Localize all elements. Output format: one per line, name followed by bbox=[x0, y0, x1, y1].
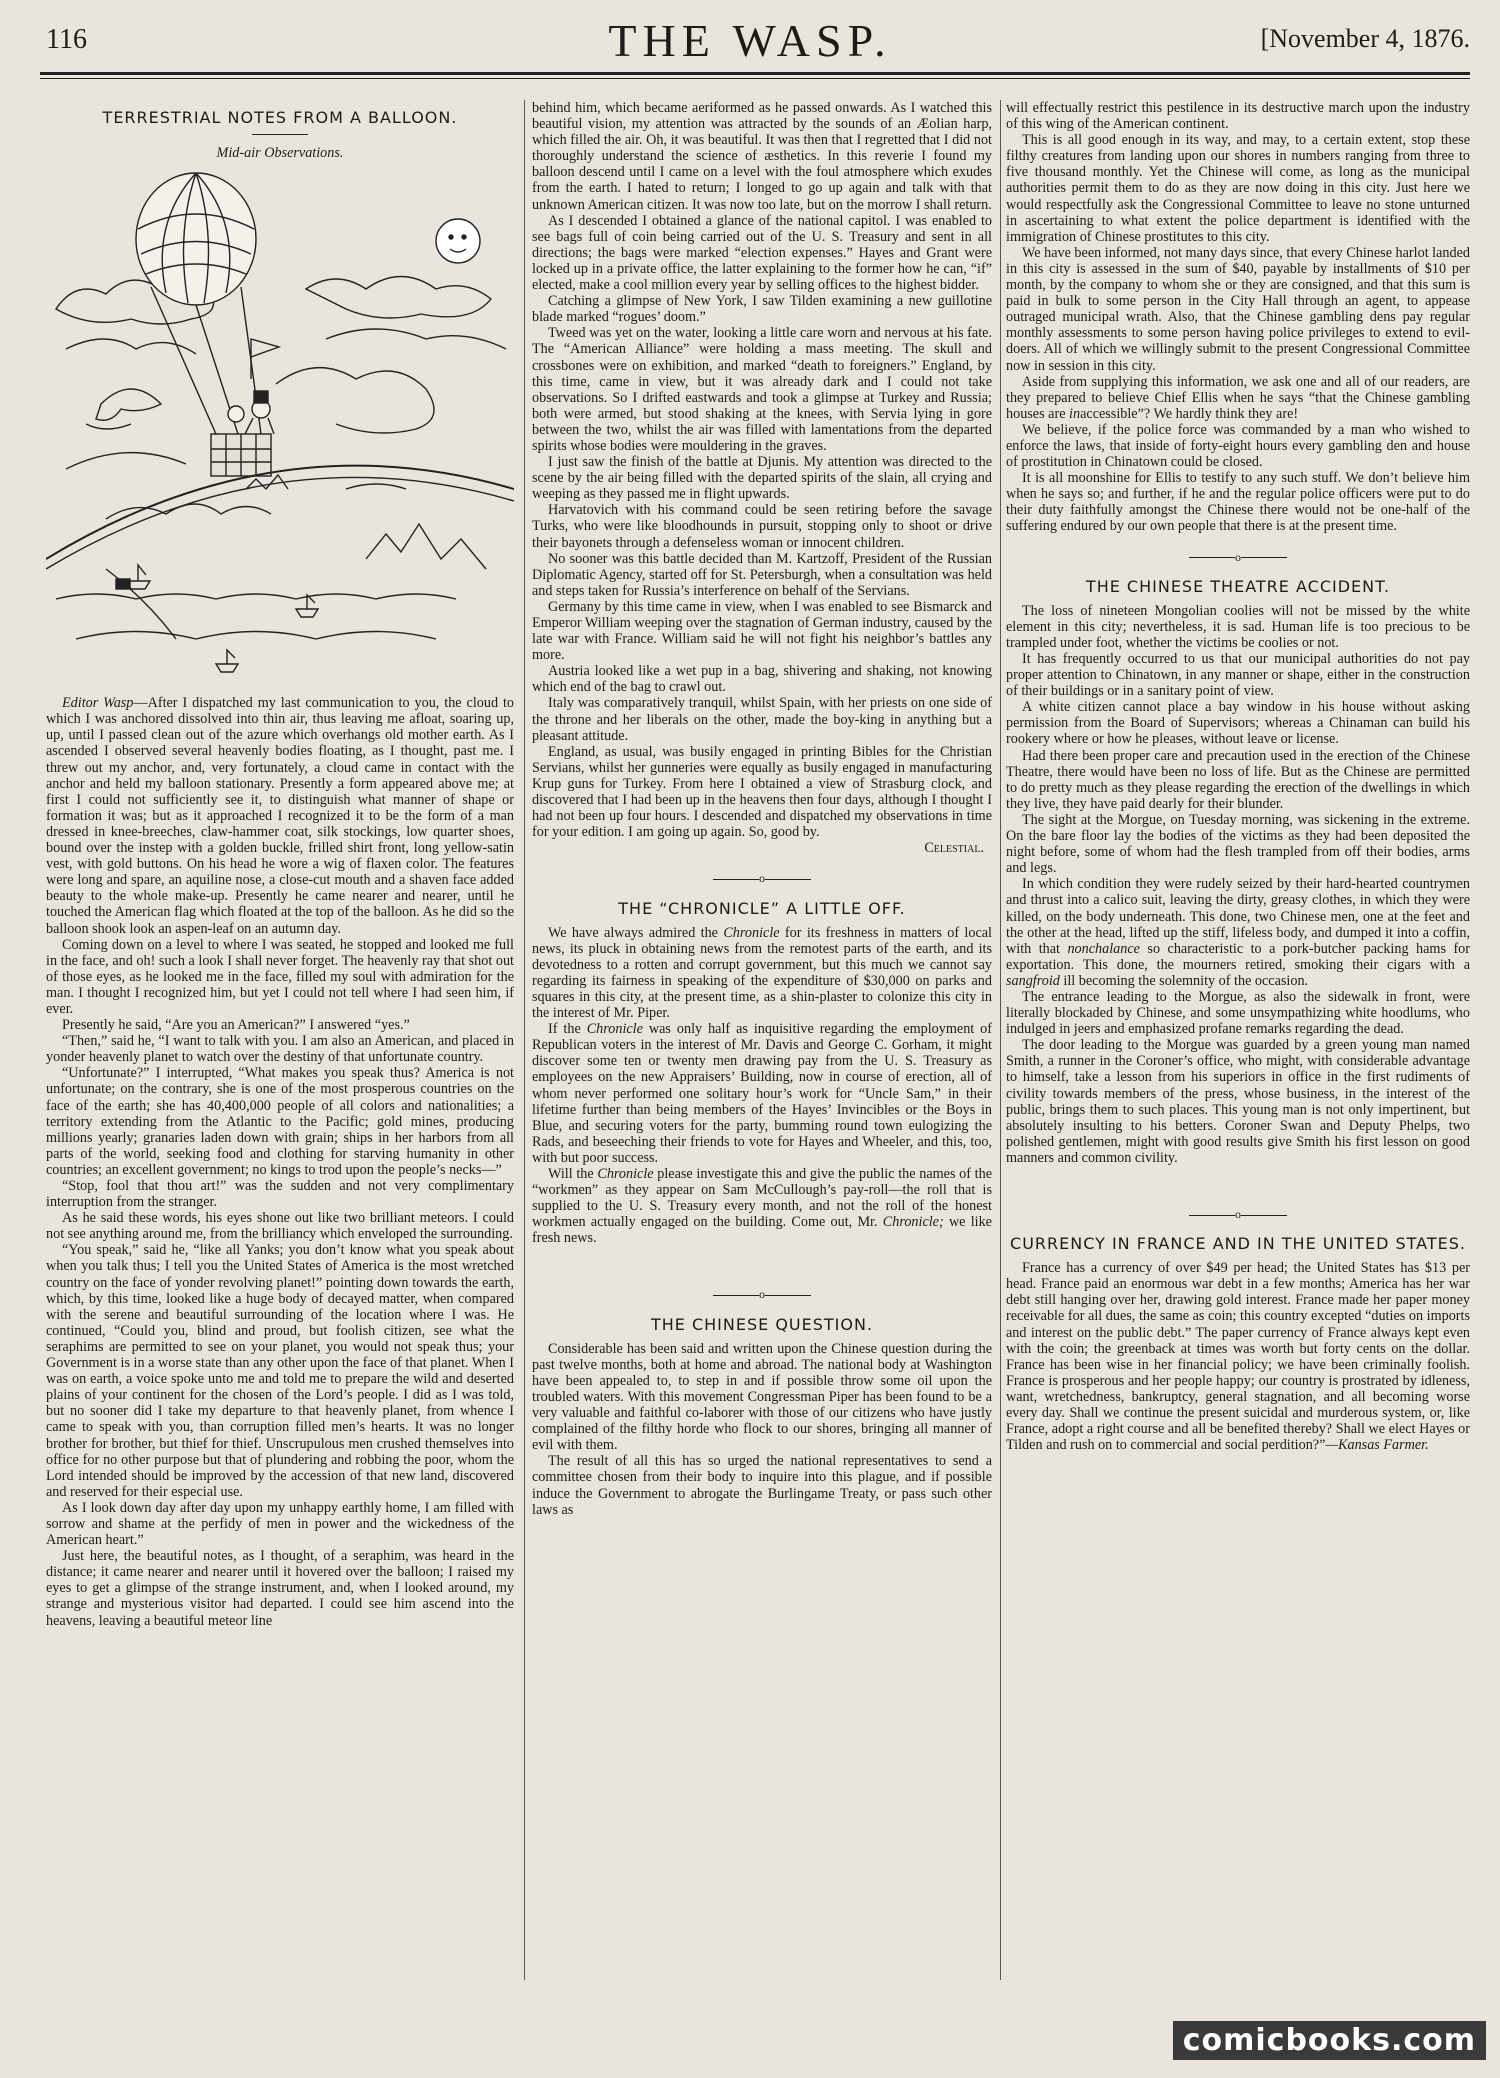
article-title-currency: CURRENCY IN FRANCE AND IN THE UNITED STATES. bbox=[1010, 1234, 1466, 1254]
paragraph: will effectually restrict this pestilence in its destructive march upon the industry of this wing of the American continent. bbox=[1006, 100, 1470, 133]
paragraph: Tweed was yet on the water, looking a little care worn and nervous at his fate. The “American Alliance” were holding a mass meeting. The skull and crossbones were on exhibition, and marked “death to foreigners.” England, by this time, came in view, but it was already dark and I could not take observations. So I drifted eastwards and took a glimpse at Turkey and Russia; both were armed, but stood shaking at the knees, with Servia lying in gore between the two, whilst the air was filled with lamentations from the departed spirits whose bodies were mouldering in the graves. bbox=[532, 325, 992, 454]
paragraph: England, as usual, was busily engaged in printing Bibles for the Christian Servians, whilst her gunneries were equally as busily engaged in manufacturing Krup guns for Turkey. From here I obtained a view of Strasburg clock, and discovered that I had been up in the heavens then four days, although I thought I had not been up four hours. I descended and dispatched my observations in time for your edition. I am going up again. So, good by. bbox=[532, 743, 992, 841]
column-2 bbox=[532, 100, 992, 1980]
paragraph: I just saw the finish of the battle at Djunis. My attention was directed to the scene by the air being filled with the departed spirits of the slain, all crying and weeping as they passed me in flight upwards. bbox=[532, 454, 992, 503]
watermark-logo: comicbooks.com bbox=[1173, 2021, 1486, 2060]
article-subtitle: Mid-air Observations. bbox=[216, 145, 344, 162]
paragraph: The door leading to the Morgue was guarded by a green young man named Smith, a runner in the Coroner’s office, who might, with considerable advantage to himself, take a lesson from his superiors in office in the first rudiments of civility towards members of the press, whose business, in the interest of the public, brings them to such places. This young man is not only impertinent, but absolutely insulting to his betters. Coroner Swan and Deputy Phelps, two polished gentlemen, might with good results give Smith his first lesson on good manners and common civility. bbox=[1006, 1037, 1470, 1166]
section-ornament: o bbox=[1006, 549, 1470, 565]
paragraph: “Stop, fool that thou art!” was the sudden and not very complimentary interruption from the stranger. bbox=[46, 1178, 514, 1211]
paragraph: “Then,” said he, “I want to talk with you. I am also an American, and placed in yonder heavenly planet to watch over the destiny of that unfortunate country. bbox=[46, 1033, 514, 1066]
paragraph: We believe, if the police force was commanded by a man who wished to enforce the laws, that inside of forty-eight hours every gambling den and house of prostitution in Chinatown could be closed. bbox=[1006, 421, 1470, 471]
paragraph: A white citizen cannot place a bay window in his house without asking permission from the Board of Supervisors; whereas a Chinaman can build his rookery where or how he pleases, without leave or license. bbox=[1006, 699, 1470, 748]
article-title-balloon: TERRESTRIAL NOTES FROM A BALLOON. bbox=[102, 108, 458, 127]
paragraph: Just here, the beautiful notes, as I thought, of a seraphim, was heard in the distance; it came nearer and nearer until it hovered over the balloon; I raised my eyes to get a glimpse of the strange instrument, and, when I looked around, my strange and mysterious visitor had departed. I could see him ascend into the heavens, leaving a beautiful meteor line bbox=[46, 1548, 514, 1629]
paragraph: Aside from supplying this information, we ask one and all of our readers, are they prepared to believe Chief Ellis when he says “that the Chinese gambling houses are inaccessible”? We hardly think they are! bbox=[1006, 373, 1470, 422]
paragraph: Germany by this time came in view, when I was enabled to see Bismarck and Emperor William weeping over the stagnation of German industry, caused by the late war with France. William said he will not fight his neighbor’s battles any more. bbox=[532, 598, 992, 664]
paragraph: Presently he said, “Are you an American?” I answered “yes.” bbox=[62, 1017, 410, 1034]
dateline: [November 4, 1876. bbox=[1260, 24, 1470, 53]
paragraph: Italy was comparatively tranquil, whilst Spain, with her priests on one side of the throne and her liberals on the other, made the boy-king in anything but a pleasant attitude. bbox=[532, 695, 992, 744]
article-title-theatre: THE CHINESE THEATRE ACCIDENT. bbox=[1085, 576, 1391, 596]
paragraph: Will the Chronicle please investigate this and give the public the names of the “workmen” as they appear on Sam McCullough’s pay-roll—the roll that is supplied to the U. S. Treasury every month, and not the roll of the honest workmen actually engaged on the building. Come out, Mr. Chronicle; we like fresh news. bbox=[532, 1166, 992, 1247]
title-rule bbox=[252, 134, 308, 135]
masthead: THE WASP. bbox=[608, 15, 892, 66]
column-rule-2 bbox=[1000, 100, 1001, 1980]
article-title-chronicle: THE “CHRONICLE” A LITTLE OFF. bbox=[618, 898, 906, 918]
paragraph: As he said these words, his eyes shone out like two brilliant meteors. I could not see anything around me, from the brilliancy which enveloped the surrounding. bbox=[46, 1210, 514, 1243]
paragraph: The result of all this has so urged the national representatives to send a committee chosen from their body to inquire into this plague, and if possible induce the Government to abrogate the Burlingame Treaty, or pass such other laws as bbox=[532, 1453, 992, 1518]
paragraph: Considerable has been said and written upon the Chinese question during the past twelve months, both at home and abroad. The national body at Washington have been appealed to, to step in and if possible throw some oil upon the troubled waters. With this movement Congressman Piper has been found to be a very valuable and faithful co-laborer with those of our citizens who have justly complained of the filthy horde who flock to our shores, bringing all manner of evil with them. bbox=[532, 1340, 992, 1454]
header-rule bbox=[40, 72, 1470, 79]
paragraph: The sight at the Morgue, on Tuesday morning, was sickening in the extreme. On the bare floor lay the bodies of the victims as they had been deposited the night before, some of whom had the flesh trampled from off their bodies, arms and legs. bbox=[1006, 811, 1470, 877]
paragraph: As I descended I obtained a glance of the national capitol. I was enabled to see bags full of coin being carried out of the U. S. Treasury and sent in all directions; the bags were marked “election expenses.” Hayes and Grant were locked up in a private office, the latter explaining to the former how he can, “if” elected, make a cool million every year by selling offices to the highest bidder. bbox=[532, 212, 992, 294]
paragraph: Coming down on a level to where I was seated, he stopped and looked me full in the face, and oh! such a look I shall never forget. The heavenly ray that shot out of those eyes, as he looked me in the face, filled my soul with admiration for the man. I thought I recognized him, but yet I could not tell where I had seen him, if ever. bbox=[46, 936, 514, 1017]
article-title-chinese-question: THE CHINESE QUESTION. bbox=[650, 1314, 874, 1334]
paragraph: The entrance leading to the Morgue, as also the sidewalk in front, were literally blockaded by Chinese, and some unsympathizing white hoodlums, who indulged in jeers and emphasized profane remarks regarding the dead. bbox=[1006, 988, 1470, 1038]
signature: Celestial. bbox=[924, 840, 984, 857]
paragraph: As I look down day after day upon my unhappy earthly home, I am filled with sorrow and shame at the perfidy of men in power and the wickedness of the American heart.” bbox=[46, 1499, 514, 1549]
page-number: 116 bbox=[46, 24, 87, 55]
section-ornament: o bbox=[532, 870, 992, 886]
paragraph: “You speak,” said he, “like all Yanks; you don’t know what you speak about when you talk thus; I tell you the United States of America is the most wretched country on the face of yonder revolving planet!” pointing down towards the earth, which, by this time, looked like a huge body of decayed matter, when compared with the serene and beautiful surrounding of the location where I was. He continued, “Could you, blind and proud, but foolish citizen, see what the seraphims are permitted to see on your planet, you would not speak thus; your Government is in a worse state than any other upon the face of that planet. When I was on earth, a voice spoke unto me and told me to prepare the wild and deserted plains of your continent for the chosen of the Lord’s people. I did as I was told, but no sooner did I take my departure to that heavenly planet, from whence I came to speak with you, than corruption filled men’s hearts. It was no longer brother for brother, but thief for thief. Unscrupulous men crushed themselves into office for no other purpose but that of plundering and robbing the poor, whom the Lord intended should be improved by the accession of that new land, discovered and reserved for their especial use. bbox=[46, 1242, 514, 1500]
paragraph: We have always admired the Chronicle for its freshness in matters of local news, its pluck in obtaining news from the remotest parts of the earth, and its devotedness to a rotten and corrupt government, but this much we cannot say regarding its fairness in speaking of the expenditure of $30,000 on parks and squares in this city, at the present time, as a shin-plaster to colonize this city in the interest of Mr. Piper. bbox=[532, 924, 992, 1022]
paragraph: The loss of nineteen Mongolian coolies will not be missed by the white element in this city; nevertheless, it is sad. Human life is too precious to be trampled under foot, whether the victims be coolies or not. bbox=[1006, 602, 1470, 651]
paragraph: Editor Wasp—After I dispatched my last communication to you, the cloud to which I was anchored dissolved into thin air, thus leaving me afloat, soaring up, up, until I passed clean out of the azure which overhangs old mother earth. As I ascended I observed several heavenly bodies floating, as I thought, past me. I threw out my anchor, and, very fortunately, a cloud came in contact with the anchor and held my balloon stationary. Presently a form appeared above me; at first I could not sufficiently see it, to distinguish what manner of shape or formation it was; but as it approached I recognized it to be the form of a man dressed in knee-breeches, claw-hammer coat, silk stockings, low quarter shoes, bound over the instep with a golden buckle, frilled shirt front, long yellow-satin vest, with gold buttons. On his head he wore a wig of flaxen color. The features were long and spare, an aquiline nose, a close-cut mouth and a shaven face added beauty to the whole make-up. Presently he came nearer and nearer, until he touched the American flag which floated at the top of the balloon. As he did so the balloon shook look an aspen-leaf on an autumn day. bbox=[46, 695, 514, 937]
paragraph: We have been informed, not many days since, that every Chinese harlot landed in this city is assessed in the sum of $40, payable by installments of $10 per month, by the company to whom she or they are consigned, and that this sum is paid in bulk to some person in the City Hall through an agent, to appease outraged municipal wrath. Also, that the Chinese gambling dens pay regular monthly assessments to some person having police privileges to extend to evil-doers. All of which we willingly submit to the present Congressional Committee now in session in this city. bbox=[1006, 244, 1470, 374]
paragraph: Harvatovich with his command could be seen retiring before the savage Turks, who were like bloodhounds in pursuit, stopping only to shoot or drive their bayonets through a defenseless woman or innocent children. bbox=[532, 502, 992, 551]
column-3 bbox=[1006, 100, 1470, 1980]
paragraph: It has frequently occurred to us that our municipal authorities do not pay proper attention to Chinatown, in any manner or shape, either in the construction of their buildings or in a sanitary point of view. bbox=[1006, 651, 1470, 700]
section-ornament: o bbox=[532, 1286, 992, 1302]
paragraph: This is all good enough in its way, and may, to a certain extent, stop these filthy creatures from landing upon our shores in numbers ranging from three to five thousand monthly. Yet the Chinese will come, as long as the municipal authorities permit them to do as they are now doing in this city. Just here we would respectfully ask the Congressional Committee to leave no stone unturned in ascertaining to what extent the police department is identified with the immigration of Chinese prostitutes to this city. bbox=[1006, 132, 1470, 245]
paragraph: In which condition they were rudely seized by their hard-hearted countrymen and thrust into a calico suit, leaving the dirty, greasy clothes, in which they were killed, on the body underneath. This done, two Chinese men, one at the feet and the other at the head, lifted up the stiff, lifeless body, and dumped it into a coffin, with that nonchalance so characteristic to a pork-butcher packing hams for exportation. This done, the mourners retired, smoking their cigars with a sangfroid ill becoming the solemnity of the occasion. bbox=[1006, 876, 1470, 989]
paragraph: France has a currency of over $49 per head; the United States has $13 per head. France paid an enormous war debt in a few months; America has her war debt still hanging over her, drawing gold interest. France made her paper money receivable for all dues, the same as coin; this country excepted “duties on imports and interest on the public debt.” The paper currency of France always kept even with the coin; the greenback at times was worth but forty cents on the dollar. France has been wise in her financial policy; we have been criminally foolish. France is prosperous and her people happy; our country is prostrated by idleness, want, wretchedness, bankruptcy, general stagnation, and all becoming worse every day. Shall we continue the present suicidal and murderous system, or, like France, adopt a right course and all be benefited thereby? Shall we elect Hayes or Tilden and rush on to commercial and social perdition?”—Kansas Farmer. bbox=[1006, 1260, 1470, 1454]
paragraph: “Unfortunate?” I interrupted, “What makes you speak thus? America is not unfortunate; on the contrary, she is one of the most prosperous countries on the face of the earth; she has 40,400,000 people of all colors and nationalities; a territory extending from the Atlantic to the Pacific; gold mines, producing millions yearly; granaries laden down with grain; ships in her harbors from all parts of the world, seeking food and clothing for starving humanity in other countries; an excellent government; no kings to trod upon the people’s necks—” bbox=[46, 1065, 514, 1178]
paragraph: Austria looked like a wet pup in a bag, shivering and shaking, not knowing which end of the bag to crawl out. bbox=[532, 663, 992, 696]
column-1 bbox=[46, 100, 514, 1980]
section-ornament: o bbox=[1006, 1206, 1470, 1222]
column-rule-1 bbox=[524, 100, 525, 1980]
balloon-illustration bbox=[46, 169, 514, 689]
paragraph: Catching a glimpse of New York, I saw Tilden examining a new guillotine blade marked “rogues’ doom.” bbox=[532, 293, 992, 326]
salutation: Editor Wasp bbox=[62, 695, 134, 712]
paragraph: It is all moonshine for Ellis to testify to any such stuff. We don’t believe him when he says so; and further, if he and the regular police officers were put to do their duty faithfully amongst the Chinese there would not be one-half of the suffering endured by our own people that there is at the present time. bbox=[1006, 470, 1470, 535]
paragraph: No sooner was this battle decided than M. Kartzoff, President of the Russian Diplomatic Agency, started off for St. Petersburgh, when a consultation was held and steps taken for Russia’s interference on behalf of the Servians. bbox=[532, 550, 992, 599]
paragraph: If the Chronicle was only half as inquisitive regarding the employment of Republican voters in the interest of Mr. Davis and George C. Gorham, it might discover some ten or twenty men drawing pay from the U. S. Treasury as employees on the new Appraisers’ Building, now in course of erection, all of whom never performed one solitary hour’s work for “Uncle Sam,” in their lifetime further than being members of the Hayes’ Invincibles or the Boys in Blue, and securing voters for the party, bumming round town eulogizing the Rads, and beseeching their friends to vote for Hayes and Wheeler, and this, too, with but poor success. bbox=[532, 1021, 992, 1166]
paragraph: Had there been proper care and precaution used in the erection of the Chinese Theatre, there would have been no loss of life. But as the Chinese are permitted to do pretty much as they please regarding the erection of the dwellings in which they live, they have paid dearly for their blunder. bbox=[1006, 747, 1470, 812]
paragraph: behind him, which became aeriformed as he passed onwards. As I watched this beautiful vision, my attention was attracted by the sounds of an Æolian harp, which filled the air. Oh, it was beautiful. It was then that I regretted that I did not thoroughly understand the science of æsthetics. In this reverie I found my balloon descend until I came on a level with the foul atmosphere which exudes from the earth. I hated to return; I longed to go up again and talk with that unknown American citizen. It was now too late, but on the morrow I shall return. bbox=[532, 100, 992, 213]
